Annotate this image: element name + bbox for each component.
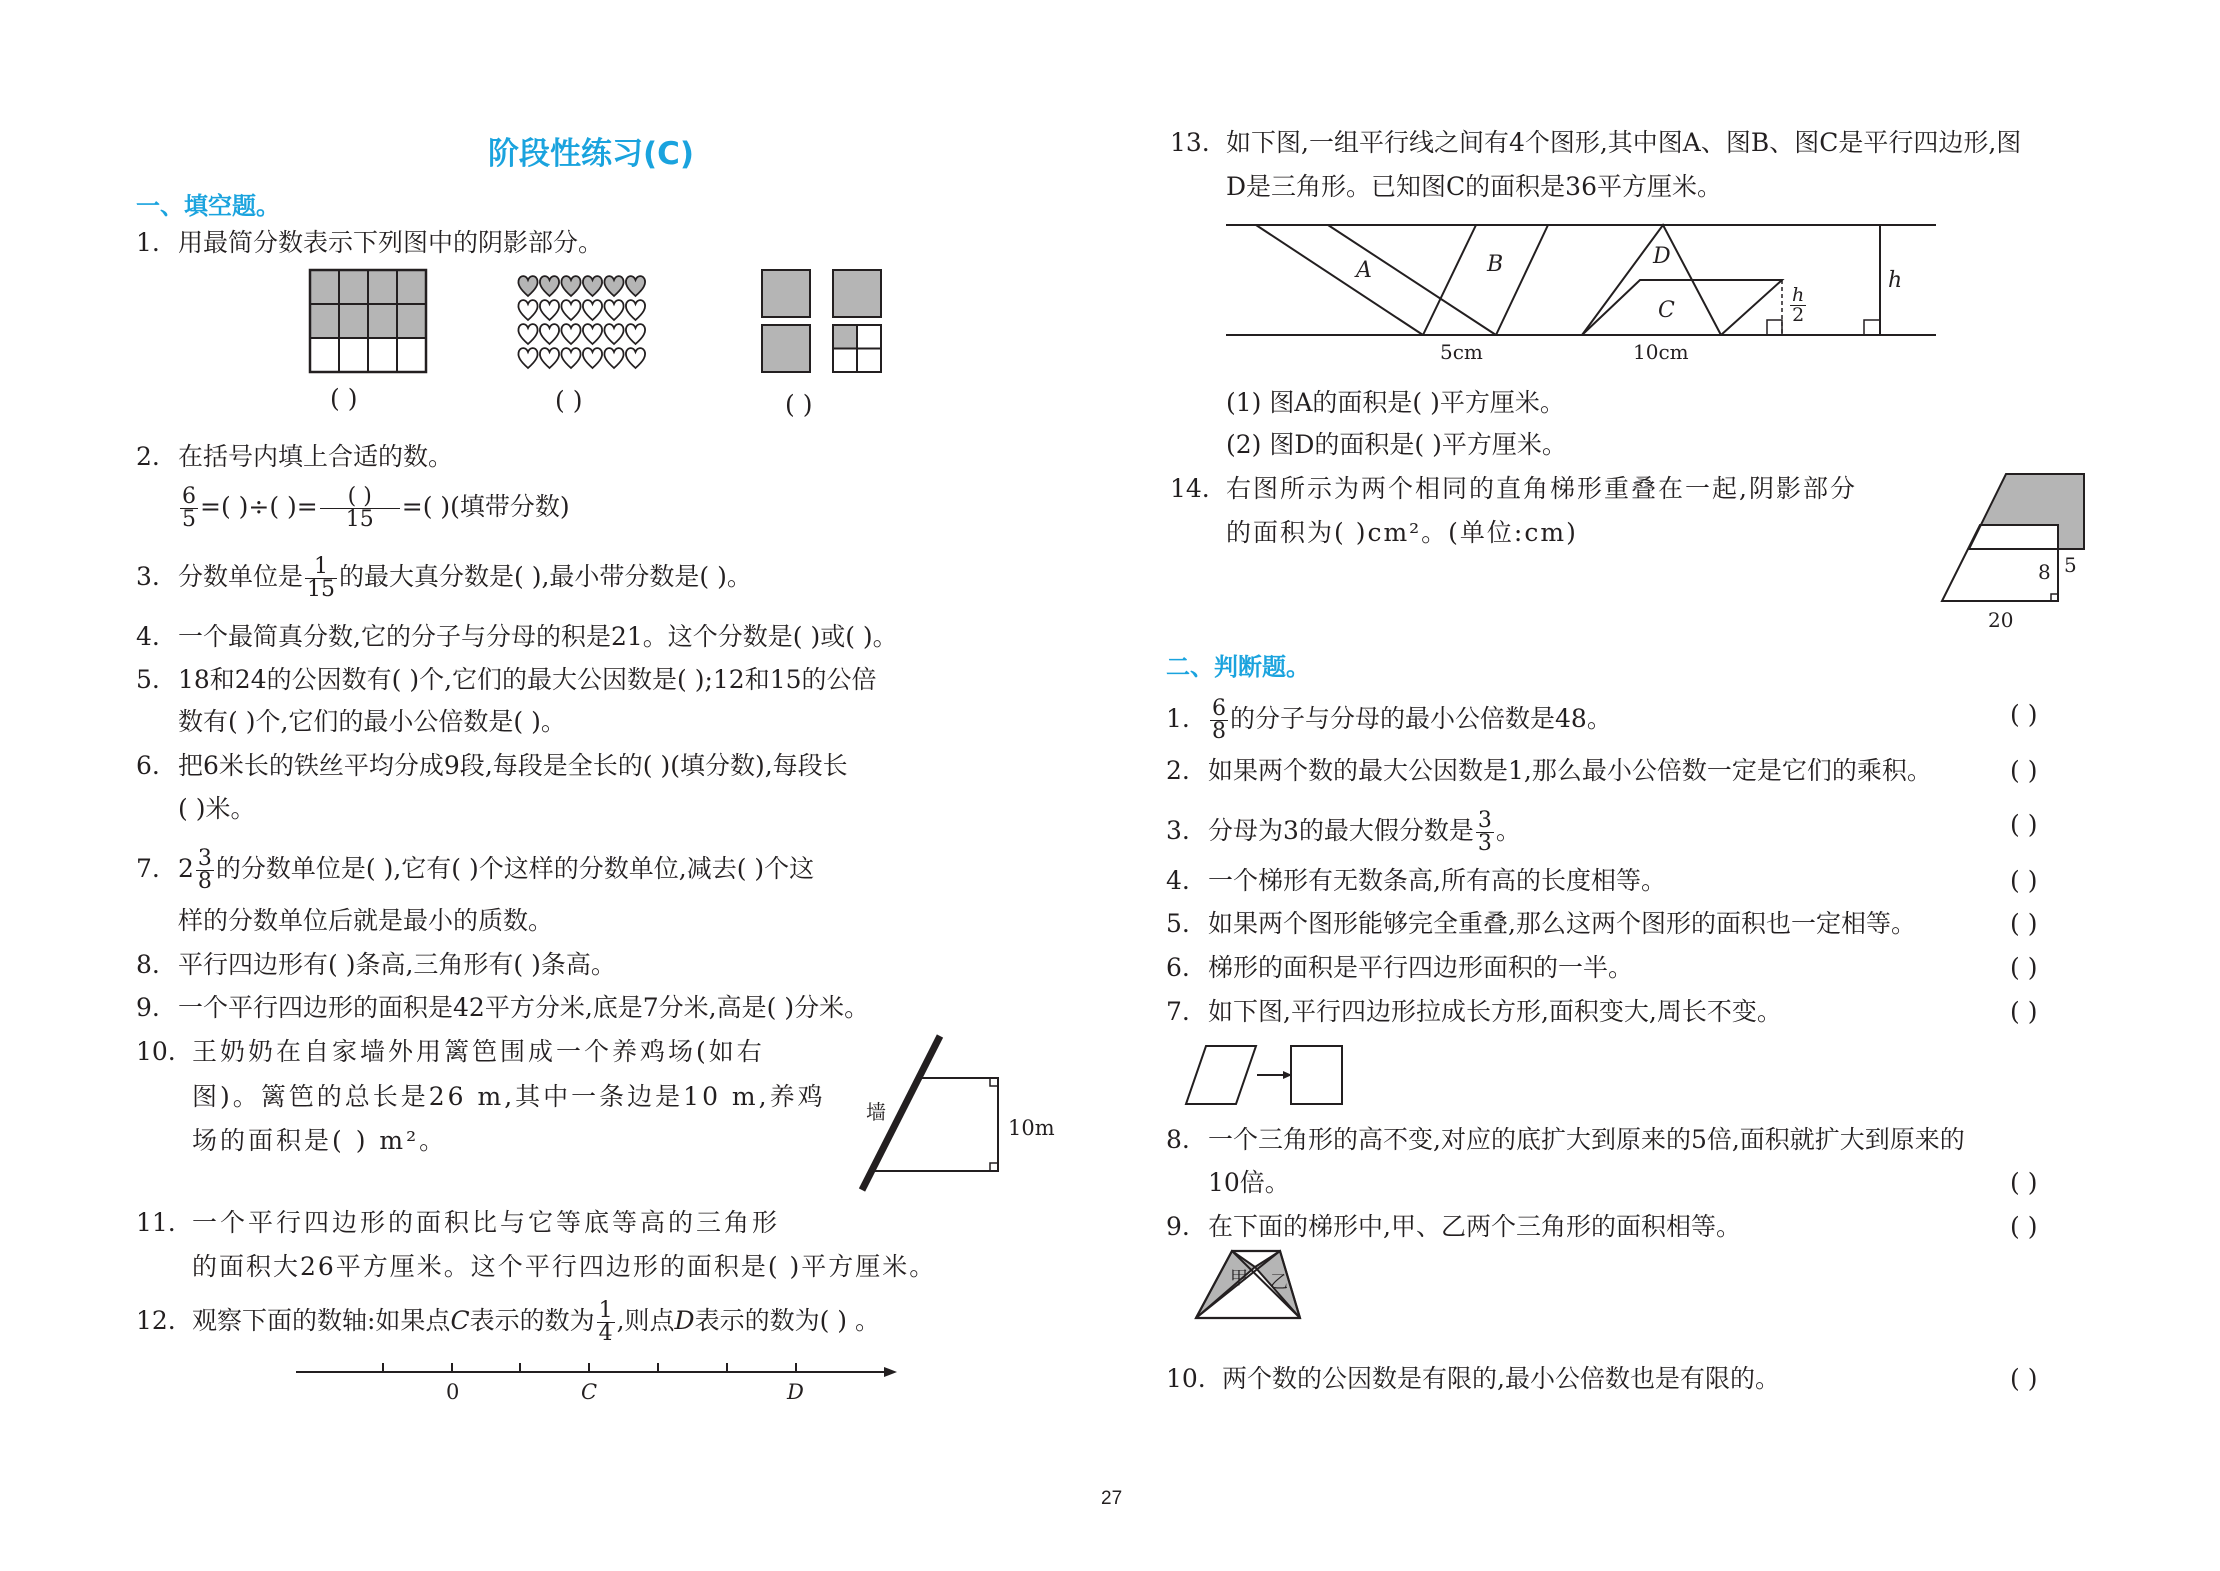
label-jia: 甲 xyxy=(1230,1268,1248,1289)
wall-label: 墙 xyxy=(866,1100,886,1124)
axis-label-c: C xyxy=(581,1380,598,1404)
question-number: 6. xyxy=(136,751,160,780)
question-text[interactable]: 把6米长的铁丝平均分成9段,每段是全长的( )(填分数),每段长 xyxy=(178,751,848,780)
question-text[interactable]: 18和24的公因数有( )个,它们的最大公因数是( );12和15的公倍 xyxy=(178,665,877,694)
side-length-label: 10m xyxy=(1008,1116,1055,1140)
answer-blank-2[interactable]: ( ) xyxy=(555,386,583,415)
blank-group[interactable]: 的最大真分数是( ),最小带分数是( )。 xyxy=(339,562,752,591)
judge-answer-3[interactable]: ( ) xyxy=(2010,810,2038,839)
question-number: 2. xyxy=(136,442,160,471)
question-number: 9. xyxy=(136,993,160,1022)
judge-item-2: 2. 如果两个数的最大公因数是1,那么最小公倍数一定是它们的乘积。 xyxy=(1166,756,1932,785)
question-number: 13. xyxy=(1170,128,1210,157)
question-13-line-2: D是三角形。已知图C的面积是36平方厘米。 xyxy=(1226,172,1722,201)
judge-item-1: 1. $\frac{6}{8}$ 的分子与分母的最小公倍数是48。 xyxy=(1166,696,1612,744)
page-title: 阶段性练习(C) xyxy=(488,136,695,172)
judge-answer-7[interactable]: ( ) xyxy=(2010,997,2038,1026)
judge-answer-6[interactable]: ( ) xyxy=(2010,953,2038,982)
question-text: 一个平行四边形的面积比与它等底等高的三角形 xyxy=(192,1208,781,1237)
question-10-line-3[interactable]: 场的面积是( ) m²。 xyxy=(192,1126,448,1155)
fraction: $\frac{3}{8}$ xyxy=(197,846,212,894)
question-text: 如下图,一组平行线之间有4个图形,其中图A、图B、图C是平行四边形,图 xyxy=(1226,128,2022,157)
question-number: 3. xyxy=(136,562,160,591)
section-heading-true-false: 二、判断题。 xyxy=(1166,653,1310,681)
question-number: 1. xyxy=(136,228,160,257)
judge-item-9: 9. 在下面的梯形中,甲、乙两个三角形的面积相等。 xyxy=(1166,1212,1741,1241)
judge-item-4: 4. 一个梯形有无数条高,所有高的长度相等。 xyxy=(1166,866,1666,895)
label-c: C xyxy=(1658,298,1675,323)
question-14-line-2[interactable]: 的面积为( )cm²。(单位:cm) xyxy=(1226,518,1578,547)
section-heading-fill-in: 一、填空题。 xyxy=(136,192,280,220)
question-13-sub-2[interactable]: (2) 图D的面积是( )平方厘米。 xyxy=(1226,430,1567,459)
answer-blank-3[interactable]: ( ) xyxy=(785,390,813,419)
blank-group[interactable]: =( )÷( )= xyxy=(200,492,318,521)
fraction-blank: $\frac{( )}{15}$ xyxy=(320,486,400,531)
question-number: 5. xyxy=(136,665,160,694)
judge-answer-10[interactable]: ( ) xyxy=(2010,1364,2038,1393)
question-12: 12. 观察下面的数轴:如果点C表示的数为 $\frac{1}{4}$ ,则点D表示的数为( ) 。 xyxy=(136,1298,880,1346)
question-text: 在括号内填上合适的数。 xyxy=(178,442,454,471)
label-base-5cm: 5cm xyxy=(1440,340,1483,364)
label-h-half: $\frac{h}{2}$ xyxy=(1792,284,1805,326)
judge-item-5: 5. 如果两个图形能够完全重叠,那么这两个图形的面积也一定相等。 xyxy=(1166,909,1916,938)
judge-item-3: 3. 分母为3的最大假分数是 $\frac{3}{3}$ 。 xyxy=(1166,808,1521,856)
label-20: 20 xyxy=(1988,608,2014,632)
question-text: 用最简分数表示下列图中的阴影部分。 xyxy=(178,228,604,257)
axis-label-zero: 0 xyxy=(446,1380,460,1404)
judge-answer-9[interactable]: ( ) xyxy=(2010,1212,2038,1241)
judge-item-7: 7. 如下图,平行四边形拉成长方形,面积变大,周长不变。 xyxy=(1166,997,1782,1026)
label-base-10cm: 10cm xyxy=(1633,340,1689,364)
question-text[interactable]: 一个最简真分数,它的分子与分母的积是21。这个分数是( )或( )。 xyxy=(178,622,898,651)
judge-answer-5[interactable]: ( ) xyxy=(2010,909,2038,938)
question-10-line-2: 图)。篱笆的总长是26 m,其中一条边是10 m,养鸡 xyxy=(192,1082,826,1111)
page-number: 27 xyxy=(1101,1488,1123,1509)
question-number: 12. xyxy=(136,1306,176,1335)
fraction: $\frac{1}{15}$ xyxy=(307,554,336,602)
question-number: 4. xyxy=(136,622,160,651)
judge-answer-4[interactable]: ( ) xyxy=(2010,866,2038,895)
question-text: 右图所示为两个相同的直角梯形重叠在一起,阴影部分 xyxy=(1226,474,1857,503)
question-7: 7. 2 $\frac{3}{8}$ 的分数单位是( ),它有( )个这样的分数单位,减去( )个这 xyxy=(136,846,815,894)
judge-answer-8[interactable]: ( ) xyxy=(2010,1168,2038,1197)
label-yi: 乙 xyxy=(1270,1272,1288,1293)
question-text[interactable]: 平行四边形有( )条高,三角形有( )条高。 xyxy=(178,950,616,979)
question-13-sub-1[interactable]: (1) 图A的面积是( )平方厘米。 xyxy=(1226,388,1565,417)
answer-blank-1[interactable]: ( ) xyxy=(330,384,358,413)
label-a: A xyxy=(1356,258,1372,283)
answer-blank[interactable]: 表示的数为( ) 。 xyxy=(694,1306,880,1335)
question-number: 11. xyxy=(136,1208,176,1237)
question-text[interactable]: 的分数单位是( ),它有( )个这样的分数单位,减去( )个这 xyxy=(215,854,815,883)
question-number: 10. xyxy=(136,1037,176,1066)
judge-item-8: 8. 一个三角形的高不变,对应的底扩大到原来的5倍,面积就扩大到原来的 xyxy=(1166,1125,1965,1154)
judge-answer-2[interactable]: ( ) xyxy=(2010,756,2038,785)
judge-item-10: 10. 两个数的公因数是有限的,最小公倍数也是有限的。 xyxy=(1166,1364,1780,1393)
label-8: 8 xyxy=(2038,560,2051,584)
question-11-line-2[interactable]: 的面积大26平方厘米。这个平行四边形的面积是( )平方厘米。 xyxy=(192,1252,937,1281)
question-3: 3. 分数单位是 $\frac{1}{15}$ 的最大真分数是( ),最小带分数是( )。 xyxy=(136,554,752,602)
label-h: h xyxy=(1888,268,1903,293)
fraction: $\frac{6}{5}$ xyxy=(182,484,196,532)
axis-label-d: D xyxy=(787,1380,804,1404)
question-7-line-2: 样的分数单位后就是最小的质数。 xyxy=(178,906,554,935)
judge-item-8-line-2: 10倍。 xyxy=(1208,1168,1290,1197)
question-number: 7. xyxy=(136,854,160,883)
question-5-line-2[interactable]: 数有( )个,它们的最小公倍数是( )。 xyxy=(178,707,566,736)
blank-mixed-number[interactable]: =( )(填带分数) xyxy=(401,492,570,521)
question-number: 14. xyxy=(1170,474,1210,503)
question-text[interactable]: 一个平行四边形的面积是42平方分米,底是7分米,高是( )分米。 xyxy=(178,993,870,1022)
label-b: B xyxy=(1487,252,1504,277)
label-d: D xyxy=(1653,244,1671,269)
question-6-line-2[interactable]: ( )米。 xyxy=(178,794,256,823)
question-text: 王奶奶在自家墙外用篱笆围成一个养鸡场(如右 xyxy=(192,1037,765,1066)
label-5: 5 xyxy=(2064,553,2077,577)
judge-item-6: 6. 梯形的面积是平行四边形面积的一半。 xyxy=(1166,953,1634,982)
judge-answer-1[interactable]: ( ) xyxy=(2010,700,2038,729)
question-number: 8. xyxy=(136,950,160,979)
fraction: $\frac{1}{4}$ xyxy=(598,1298,613,1346)
